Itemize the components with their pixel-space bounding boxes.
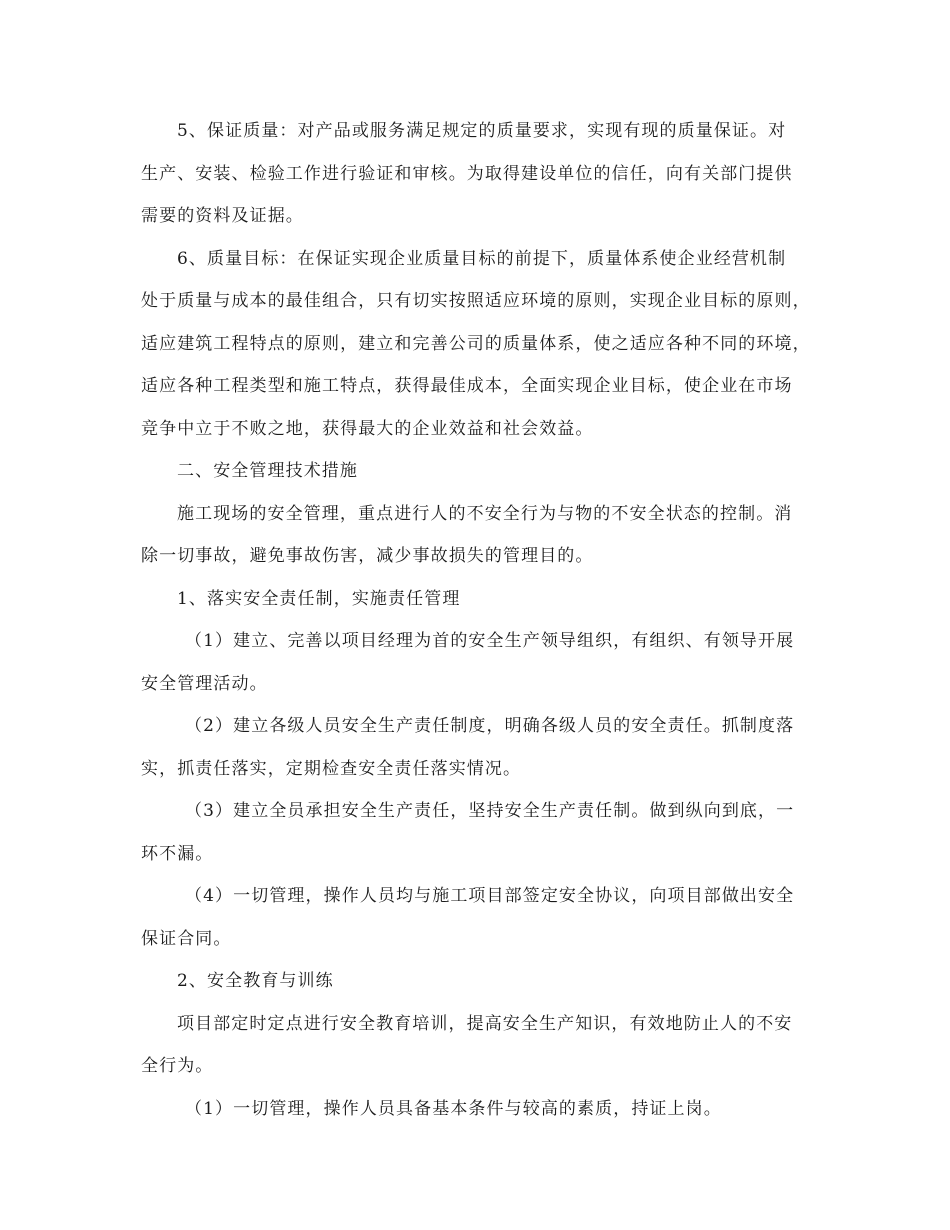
text-line: 适应建筑工程特点的原则，建立和完善公司的质量体系，使之适应各种不同的环境， [141, 333, 811, 354]
paragraph-p6 [141, 238, 831, 451]
text-line: 5、保证质量：对产品或服务满足规定的质量要求，实现有现的质量保证。对 [177, 121, 787, 141]
text-line: （1）建立、完善以项目经理为首的安全生产领导组织，有组织、有领导开展 [185, 631, 795, 651]
text-line: 2、安全教育与训练 [177, 971, 334, 991]
text-line: （4）一切管理，操作人员均与施工项目部签定安全协议，向项目部做出安全 [185, 886, 795, 906]
text-line: （2）建立各级人员安全生产责任制度，明确各级人员的安全责任。抓制度落 [185, 716, 795, 736]
text-line: 处于质量与成本的最佳组合，只有切实按照适应环境的原则，实现企业目标的原则， [141, 291, 811, 311]
paragraph-s3 [141, 790, 831, 875]
document-page [141, 110, 831, 1130]
text-line: 除一切事故，避免事故伤害，减少事故损失的管理目的。 [141, 546, 594, 566]
text-line: 环不漏。 [141, 843, 214, 864]
text-line: 6、质量目标：在保证实现企业质量目标的前提下，质量体系使企业经营机制 [177, 248, 787, 269]
text-line: 保证合同。 [141, 928, 232, 949]
paragraph-p-site [141, 493, 831, 578]
text-line: 1、落实安全责任制，实施责任管理 [177, 588, 461, 609]
paragraph-h-1 [141, 578, 831, 621]
paragraph-h2 [141, 450, 831, 493]
text-line: 全行为。 [141, 1056, 214, 1076]
paragraph-e1 [141, 1088, 831, 1131]
paragraph-s2 [141, 705, 831, 790]
text-line: 项目部定时定点进行安全教育培训，提高安全生产知识，有效地防止人的不安 [177, 1013, 793, 1034]
text-line: 施工现场的安全管理，重点进行人的不安全行为与物的不安全状态的控制。消 [177, 503, 793, 524]
text-line: 生产、安装、检验工作进行验证和审核。为取得建设单位的信任，向有关部门提供 [141, 163, 793, 184]
paragraph-h-2 [141, 960, 831, 1003]
text-line: （1）一切管理，操作人员具备基本条件与较高的素质，持证上岗。 [185, 1098, 722, 1119]
text-line: 适应各种工程类型和施工特点，获得最佳成本，全面实现企业目标，使企业在市场 [141, 376, 793, 396]
text-line: 安全管理活动。 [141, 673, 268, 694]
paragraph-s1 [141, 620, 831, 705]
text-line: 需要的资料及证据。 [141, 206, 304, 226]
paragraph-p-edu [141, 1003, 831, 1088]
text-line: 二、安全管理技术措施 [177, 461, 358, 481]
paragraph-s4 [141, 875, 831, 960]
text-line: 实，抓责任落实，定期检查安全责任落实情况。 [141, 758, 522, 779]
text-line: （3）建立全员承担安全生产责任，坚持安全生产责任制。做到纵向到底，一 [185, 801, 795, 821]
paragraph-p5 [141, 110, 831, 238]
text-line: 竞争中立于不败之地，获得最大的企业效益和社会效益。 [141, 418, 594, 439]
